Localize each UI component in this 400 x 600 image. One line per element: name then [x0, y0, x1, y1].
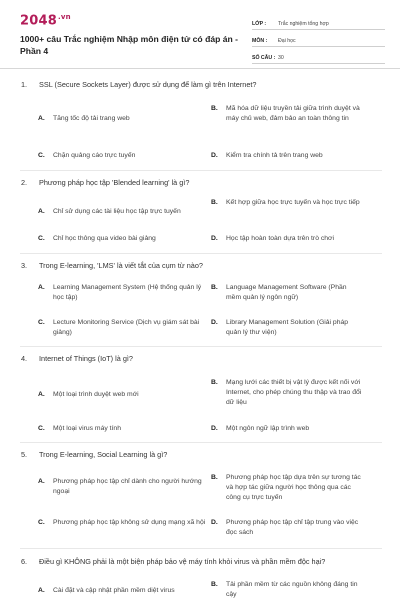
question-text: 5. Trong E-learning, Social Learning là gì? — [21, 450, 168, 459]
header-divider — [0, 68, 400, 69]
question-text: 3. Trong E-learning, 'LMS' là viết tắt của cụm từ nào? — [21, 261, 203, 270]
site-logo[interactable]: $2048^{.vn}$ — [20, 13, 71, 29]
question-text: 2. Phương pháp học tập 'Blended learning' là gì? — [21, 178, 190, 187]
document-title: 1000+ câu Trắc nghiệm Nhập môn điện tử có đáp án - Phần 4 — [20, 34, 239, 56]
question-text: 1. SSL (Secure Sockets Layer) được sử dụng để làm gì trên Internet? — [21, 80, 257, 89]
meta-table — [252, 13, 385, 64]
question-divider — [20, 442, 382, 443]
meta-row-count — [252, 47, 385, 64]
quiz-page: $2048^{.vn}$ 1000+ câu Trắc nghiệm Nhập môn điện tử có đáp án - Phần 4 LỚP : Trắc nghiệm tổng hợp MÔN : Đại học SỐ CÂU : 30 1. SSL (Secure Sockets Layer) được sử dụng để làm gì trên Internet? A. Tăng tốc độ tải trang web B. Mã hóa dữ liệu truyền tải giữa trình duyệt và máy chủ web, đảm bảo an toàn thông tin C. Chặn quảng cáo trực tuyến D. Kiểm tra chính tả trên trang web 2. Phương pháp học tập 'Blended learning' là gì? A. Chỉ sử dụng các tài liệu học tập trực tuyến B. Kết hợp giữa học trực tuyến và học trực tiếp C. Chỉ học thông qua video bài giảng D. Học tập hoàn toàn dựa trên trò chơi 3. Trong E-learning, 'LMS' là viết tắt của cụm từ nào? A. Learning Management System (Hệ thống quản lý học tập) B. Language Management Software (Phần mềm quản lý ngôn ngữ) C. Lecture Monitoring Service (Dịch vụ giám sát bài giảng) D. Library Management Solution (Giải pháp quản lý thư viện) 4. Internet of Things (IoT) là gì? A. Một loại trình duyệt web mới B. Mạng lưới các thiết bị vật lý được kết nối với Internet, cho phép chúng thu thập và trao đổi dữ liệu C. Một loại virus máy tính D. Một ngôn ngữ lập trình web 5. Trong E-learning, Social Learning là gì? A. Phương pháp học tập chỉ dành cho người hướng ngoại B. Phương pháp học tập dựa trên sự tương tác và hợp tác giữa người học thông qua các công cụ trực tuyến C. Phương pháp học tập không sử dụng mạng xã hội D. Phương pháp học tập chỉ tập trung vào việc đọc sách 6. Điều gì KHÔNG phải là một biện pháp bảo vệ máy tính khỏi virus và phần mềm độc hại? A. Cài đặt và cập nhật phần mềm diệt virus B. Tải phần mềm từ các nguồn không đáng tin cậy — [0, 0, 400, 600]
question-divider — [20, 548, 382, 549]
meta-row-subject — [252, 30, 385, 47]
meta-value: Đại học — [278, 38, 296, 44]
meta-label: SỐ CÂU : — [252, 55, 276, 61]
question-divider — [20, 346, 382, 347]
question-text: 6. Điều gì KHÔNG phải là một biện pháp bảo vệ máy tính khỏi virus và phần mềm độc hại? — [21, 557, 326, 566]
question-text: 4. Internet of Things (IoT) là gì? — [21, 354, 133, 363]
question-divider — [20, 253, 382, 254]
meta-value: Trắc nghiệm tổng hợp — [278, 21, 329, 27]
meta-label: LỚP : — [252, 21, 267, 27]
meta-value: 30 — [278, 55, 284, 61]
meta-label: MÔN : — [252, 38, 268, 44]
page-header — [20, 13, 385, 63]
question-divider — [20, 170, 382, 171]
meta-row-class — [252, 13, 385, 30]
